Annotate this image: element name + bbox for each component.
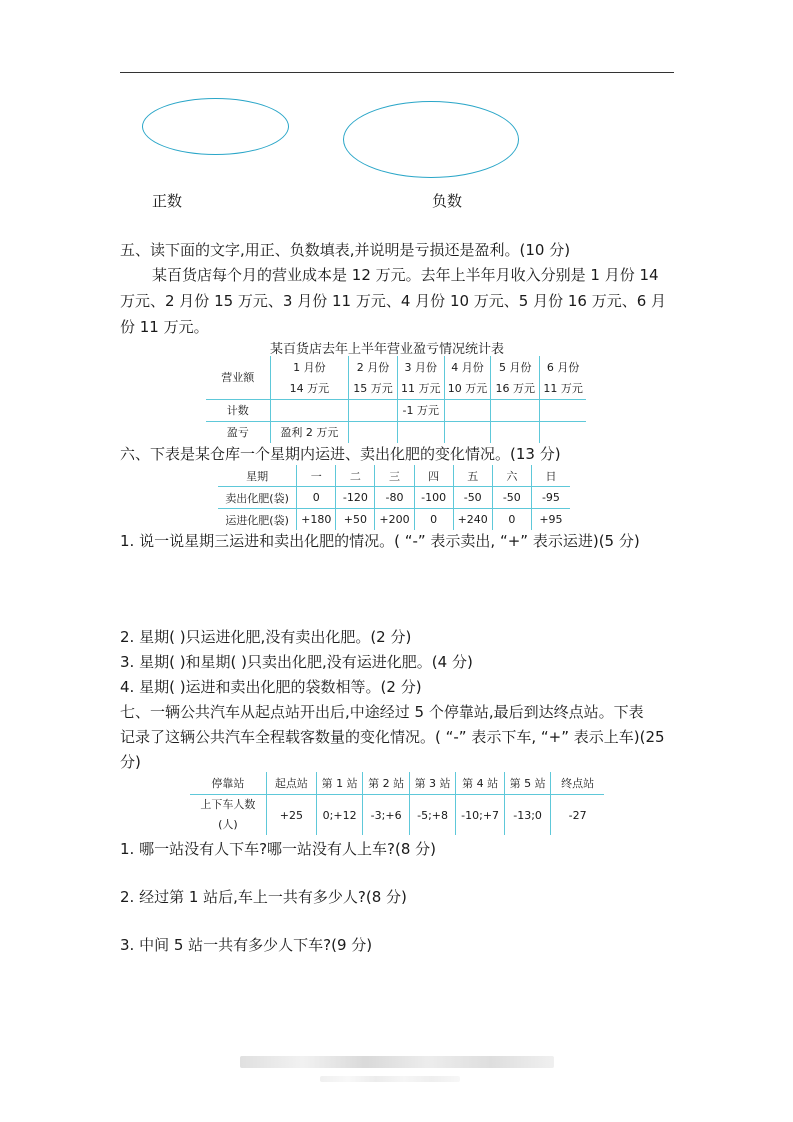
fertilizer-table [218, 465, 570, 530]
count-cell[interactable] [444, 399, 491, 421]
section7-heading: 七、一辆公共汽车从起点站开出后,中途经过 5 个停靠站,最后到达终点站。下表 [120, 703, 644, 721]
sold-cell: 0 [297, 487, 336, 509]
amount-cell: 11 万元 [540, 377, 586, 399]
month-cell: 4 月份 [444, 356, 491, 377]
people-cell: -5;+8 [409, 795, 455, 836]
stop-cell: 第 4 站 [456, 772, 505, 795]
people-cell: +25 [266, 795, 316, 836]
people-label-line1: 上下车人数 [200, 798, 256, 811]
sold-row-label: 卖出化肥(袋) [218, 487, 297, 509]
amount-cell: 11 万元 [397, 377, 444, 399]
section7-question-3: 3. 中间 5 站一共有多少人下车?(9 分) [120, 936, 373, 954]
in-cell: +240 [453, 509, 492, 531]
stop-cell: 第 1 站 [316, 772, 363, 795]
section5-heading: 五、读下面的文字,用正、负数填表,并说明是亏损还是盈利。(10 分) [120, 241, 571, 259]
section6-question-2: 2. 星期( )只运进化肥,没有卖出化肥。(2 分) [120, 628, 412, 646]
sold-cell: -120 [336, 487, 375, 509]
positive-number-ellipse [142, 98, 289, 155]
sold-cell: -100 [414, 487, 453, 509]
count-cell[interactable]: -1 万元 [397, 399, 444, 421]
profit-row-label: 盈亏 [226, 426, 249, 440]
count-cell[interactable] [270, 399, 349, 421]
section6-question-4: 4. 星期( )运进和卖出化肥的袋数相等。(2 分) [120, 678, 422, 696]
sold-cell: -95 [531, 487, 570, 509]
negative-label: 负数 [432, 192, 463, 210]
month-cell: 3 月份 [397, 356, 444, 377]
section7-question-2: 2. 经过第 1 站后,车上一共有多少人?(8 分) [120, 888, 407, 906]
sold-cell: -50 [453, 487, 492, 509]
stop-cell: 第 5 站 [504, 772, 550, 795]
month-cell: 5 月份 [491, 356, 540, 377]
amount-cell: 16 万元 [491, 377, 540, 399]
profit-cell[interactable] [491, 421, 540, 443]
people-cell: -27 [551, 795, 604, 836]
profit-cell[interactable]: 盈利 2 万元 [270, 421, 349, 443]
negative-number-ellipse [343, 101, 519, 178]
profit-cell[interactable] [540, 421, 586, 443]
stop-cell: 第 2 站 [363, 772, 409, 795]
people-cell: -13;0 [504, 795, 550, 836]
in-cell: +180 [297, 509, 336, 531]
count-row-label: 计数 [206, 399, 270, 421]
profit-loss-table [206, 356, 586, 443]
people-cell: 0;+12 [316, 795, 363, 836]
weekday-header-label: 星期 [218, 465, 297, 487]
section7-heading-line3: 分) [120, 753, 141, 771]
sold-cell: -50 [492, 487, 531, 509]
in-cell: +50 [336, 509, 375, 531]
in-cell: 0 [414, 509, 453, 531]
section7-heading-line2: 记录了这辆公共汽车全程载客数量的变化情况。( “-” 表示下车, “+” 表示上车)(25 [120, 728, 665, 746]
weekday-cell: 六 [492, 465, 531, 487]
weekday-cell: 三 [375, 465, 414, 487]
stop-cell: 第 3 站 [409, 772, 455, 795]
month-cell: 2 月份 [349, 356, 398, 377]
section6-question-1: 1. 说一说星期三运进和卖出化肥的情况。( “-” 表示卖出, “+” 表示运进)(5 分) [120, 532, 640, 550]
in-cell: +200 [375, 509, 414, 531]
stop-header-label: 停靠站 [190, 772, 266, 795]
top-divider [120, 72, 674, 73]
weekday-cell: 一 [297, 465, 336, 487]
stop-cell: 终点站 [551, 772, 604, 795]
month-cell: 1 月份 [270, 356, 349, 377]
sold-cell: -80 [375, 487, 414, 509]
revenue-row-label: 营业额 [206, 356, 270, 399]
people-cell: -3;+6 [363, 795, 409, 836]
blurred-footer-watermark-small [320, 1076, 460, 1082]
profit-cell[interactable] [349, 421, 398, 443]
bus-passenger-table [190, 772, 604, 835]
count-cell[interactable] [349, 399, 398, 421]
amount-cell: 15 万元 [349, 377, 398, 399]
stop-cell: 起点站 [266, 772, 316, 795]
table1-title: 某百货店去年上半年营业盈亏情况统计表 [270, 342, 505, 357]
section6-question-3: 3. 星期( )和星期( )只卖出化肥,没有运进化肥。(4 分) [120, 653, 473, 671]
in-cell: 0 [492, 509, 531, 531]
profit-cell[interactable] [444, 421, 491, 443]
in-row-label: 运进化肥(袋) [225, 513, 289, 527]
section5-paragraph: 某百货店每个月的营业成本是 12 万元。去年上半年月收入分别是 1 月份 14 万元、2 月份 15 万元、3 月份 11 万元、4 月份 10 万元、5 月份 16 万元、6 月份 11 万元。 [120, 266, 667, 336]
weekday-cell: 二 [336, 465, 375, 487]
people-label-line2: (人) [218, 818, 238, 831]
weekday-cell: 日 [531, 465, 570, 487]
profit-cell[interactable] [397, 421, 444, 443]
people-row-label [190, 795, 266, 836]
weekday-cell: 五 [453, 465, 492, 487]
amount-cell: 10 万元 [444, 377, 491, 399]
section7-question-1: 1. 哪一站没有人下车?哪一站没有人上车?(8 分) [120, 840, 437, 858]
month-cell: 6 月份 [540, 356, 586, 377]
count-cell[interactable] [540, 399, 586, 421]
section6-heading: 六、下表是某仓库一个星期内运进、卖出化肥的变化情况。(13 分) [120, 445, 561, 463]
count-cell[interactable] [491, 399, 540, 421]
in-cell: +95 [531, 509, 570, 531]
amount-cell: 14 万元 [270, 377, 349, 399]
weekday-cell: 四 [414, 465, 453, 487]
positive-label: 正数 [152, 192, 183, 210]
people-cell: -10;+7 [456, 795, 505, 836]
blurred-footer-watermark [240, 1056, 554, 1068]
